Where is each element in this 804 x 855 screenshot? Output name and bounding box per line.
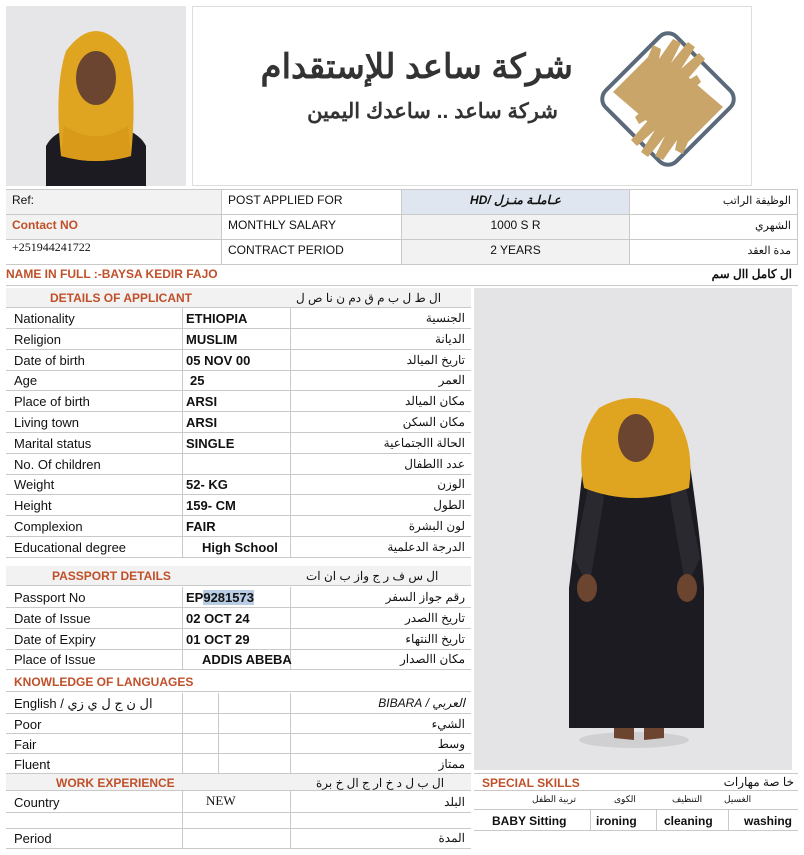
work-section-title: WORK EXPERIENCE — [56, 776, 175, 790]
name-in-full-row — [6, 264, 798, 286]
row-label: Complexion — [14, 519, 83, 534]
row-value: 02 OCT 24 — [186, 610, 250, 626]
applicant-row — [6, 537, 471, 558]
applicant-row — [6, 412, 471, 433]
applicant-row — [6, 391, 471, 412]
language-level-label: Fluent — [14, 757, 51, 772]
contract-period-value: 2 YEARS — [490, 243, 541, 257]
row-label: Educational degree — [14, 539, 127, 555]
language-level-row — [6, 714, 471, 734]
contract-period-ar: مدة العقد — [747, 245, 791, 257]
row-label-ar: الدرجة الدعلمية — [387, 539, 465, 554]
work-blank-row — [6, 813, 471, 829]
row-label: Living town — [14, 415, 80, 430]
monthly-salary-ar: الشهري — [755, 220, 791, 232]
row-value: EP9281573 — [186, 590, 254, 605]
row-value: 25 — [190, 373, 205, 389]
skill-washing: washing — [744, 814, 793, 828]
row-label: Passport No — [14, 590, 86, 605]
row-value: 159- CM — [186, 498, 236, 514]
skills-section — [474, 773, 798, 833]
row-label: Date of birth — [14, 352, 85, 368]
skill-cleaning: cleaning — [664, 814, 713, 828]
company-header-banner — [192, 6, 752, 186]
row-value: High School — [202, 539, 278, 555]
languages-section-title: KNOWLEDGE OF LANGUAGES — [14, 675, 194, 689]
post-applied-ar: الوظيفة الراتب — [722, 195, 791, 207]
applicant-row — [6, 370, 471, 391]
row-value: 05 NOV 00 — [186, 352, 251, 368]
skill-ar-cleaning: التنظيف — [672, 794, 703, 804]
contact-label: Contact NO — [12, 218, 78, 232]
row-label: Age — [14, 373, 38, 389]
post-applied-value: HD/ عـاملـة منـزل — [470, 193, 561, 207]
row-label-ar: تاريخ الميالد — [406, 352, 465, 367]
row-value: ARSI — [186, 415, 218, 430]
work-period-row — [6, 829, 471, 849]
work-period-ar: المدة — [438, 831, 465, 845]
row-value: ADDIS ABEBA — [202, 652, 292, 668]
row-label-ar: لون البشرة — [408, 519, 465, 533]
work-period-label: Period — [14, 831, 52, 846]
name-in-full-ar: ال كامل اال سم — [711, 267, 792, 281]
passport-row — [6, 608, 471, 629]
name-in-full: NAME IN FULL :-BAYSA KEDIR FAJO — [6, 267, 218, 281]
passport-row — [6, 587, 471, 608]
company-slogan: شركة ساعد .. ساعدك اليمين — [307, 100, 558, 123]
work-country-ar: البلد — [444, 795, 465, 809]
language-level-label: Fair — [14, 737, 37, 752]
work-country-value: NEW — [206, 793, 236, 808]
row-label-ar: عدد االطفال — [404, 456, 465, 471]
row-label-ar: الجنسية — [425, 311, 465, 325]
row-label-ar: مكان الميالد — [404, 394, 465, 409]
row-label-ar: تاريخ االصدر — [404, 610, 465, 625]
passport-section-title: PASSPORT DETAILS — [52, 569, 171, 583]
work-country-row — [6, 791, 471, 813]
passport-section-title-ar: ال س ف ر ج واز ب ان ات — [306, 569, 439, 583]
row-label: Marital status — [14, 435, 92, 451]
passport-section-header — [6, 566, 471, 586]
language-header-row — [6, 693, 471, 714]
row-label-ar: العمر — [438, 373, 465, 388]
applicant-row — [6, 433, 471, 454]
monthly-salary-label: MONTHLY SALARY — [228, 218, 337, 232]
row-label: Height — [14, 498, 52, 514]
row-label: Date of Issue — [14, 610, 91, 626]
work-section-title-ar: ال ب ل د خ ار ج ال خ برة — [316, 776, 445, 790]
applicant-section-header — [6, 288, 471, 308]
applicant-headshot-photo — [6, 6, 186, 186]
row-value: FAIR — [186, 519, 216, 534]
applicant-row — [6, 350, 471, 371]
row-label-ar: الطول — [433, 498, 465, 513]
row-label-ar: الديانة — [434, 331, 465, 346]
language-level-ar: وسط — [437, 737, 465, 751]
helping-hands-icon — [593, 27, 743, 172]
skills-section-title: SPECIAL SKILLS — [482, 776, 580, 790]
skill-ar-baby: تربية الطفل — [532, 794, 577, 804]
row-label-ar: تاريخ االنتهاء — [405, 631, 465, 646]
row-label-ar: الحالة االجتماعية — [383, 435, 465, 450]
skills-section-title-ar: خا صة مهارات — [723, 775, 794, 789]
passport-row — [6, 629, 471, 650]
language-level-row — [6, 734, 471, 754]
applicant-row — [6, 329, 471, 350]
applicant-row — [6, 495, 471, 516]
company-name: شركة ساعد للإستقدام — [260, 48, 573, 86]
row-label: Weight — [14, 477, 55, 493]
skill-ar-washing: الغسيل — [724, 794, 752, 804]
skill-baby-sitting: BABY Sitting — [492, 814, 567, 828]
row-label-ar: مكان السكن — [402, 415, 465, 429]
row-label: Religion — [14, 331, 61, 347]
row-value: MUSLIM — [186, 331, 238, 347]
row-value: ARSI — [186, 394, 218, 410]
applicant-row — [6, 516, 471, 537]
post-applied-label: POST APPLIED FOR — [228, 193, 343, 207]
language-level-ar: ممتاز — [438, 757, 465, 771]
applicant-section-title-ar: ال ط ل ب م ق دم ن نا ص ل — [296, 291, 442, 305]
contact-value: +251944241722 — [12, 240, 91, 254]
language-level-ar: الشيء — [431, 717, 465, 731]
row-value: ETHIOPIA — [186, 311, 248, 326]
skill-ar-ironing: الكوى — [614, 794, 636, 804]
work-section-header — [6, 773, 471, 791]
applicant-row — [6, 308, 471, 329]
applicant-row — [6, 474, 471, 495]
row-value: SINGLE — [186, 435, 235, 451]
skills-ar-row — [474, 791, 798, 809]
skill-ironing: ironing — [596, 814, 637, 828]
language-level-label: Poor — [14, 717, 42, 732]
row-label: No. Of children — [14, 456, 101, 472]
work-country-label: Country — [14, 795, 60, 810]
languages-section-header — [6, 672, 471, 692]
row-value: 01 OCT 29 — [186, 631, 250, 647]
row-label-ar: رقم جواز السفر — [385, 590, 465, 604]
passport-row — [6, 649, 471, 670]
row-label: Place of birth — [14, 394, 90, 410]
row-label: Place of Issue — [14, 652, 96, 668]
row-label-ar: مكان االصدار — [399, 652, 465, 667]
applicant-row — [6, 454, 471, 475]
language-level-row — [6, 754, 471, 774]
applicant-full-body-photo — [474, 288, 792, 770]
contract-period-label: CONTRACT PERIOD — [228, 243, 344, 257]
monthly-salary-value: 1000 S R — [490, 218, 541, 232]
applicant-section-title: DETAILS OF APPLICANT — [50, 291, 192, 305]
top-info-table — [6, 189, 798, 264]
row-label: Nationality — [14, 311, 75, 326]
row-value: 52- KG — [186, 477, 228, 493]
skills-row — [474, 809, 798, 831]
arabic-label: العربي / BIBARA — [378, 696, 465, 710]
ref-label: Ref: — [12, 193, 35, 207]
row-label: Date of Expiry — [14, 631, 96, 647]
row-label-ar: الوزن — [437, 477, 465, 492]
english-label: English / ال ن ج ل ي زي — [14, 696, 153, 711]
